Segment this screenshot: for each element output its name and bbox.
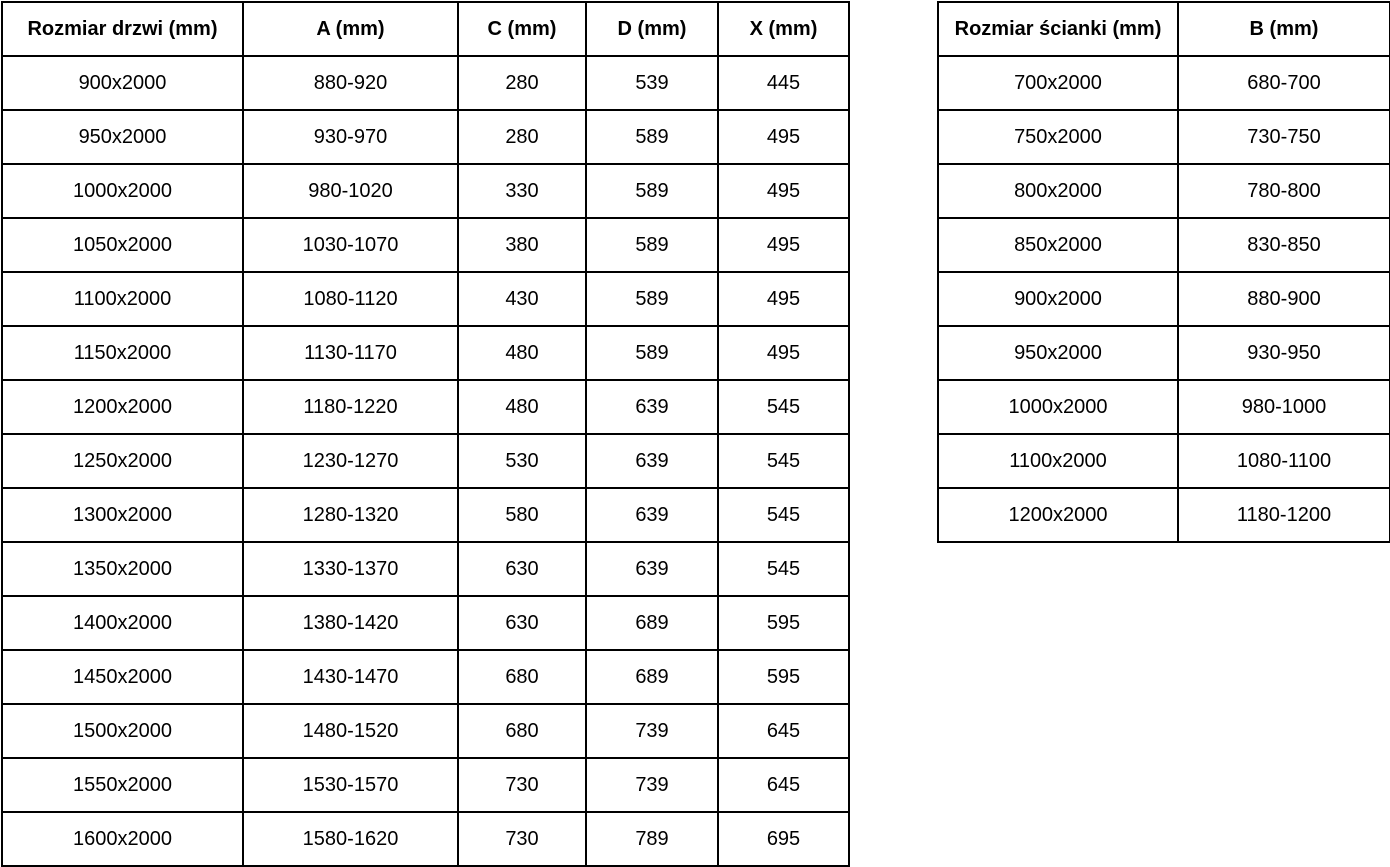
table-cell: 480: [458, 380, 586, 434]
table-cell: 900x2000: [938, 272, 1178, 326]
column-header: Rozmiar drzwi (mm): [2, 2, 243, 56]
table-cell: 280: [458, 56, 586, 110]
table-cell: 495: [718, 218, 849, 272]
table-cell: 480: [458, 326, 586, 380]
table-cell: 1150x2000: [2, 326, 243, 380]
table-row: [2, 218, 849, 272]
table-cell: 695: [718, 812, 849, 866]
table-cell: 639: [586, 488, 718, 542]
table-cell: 1080-1120: [243, 272, 458, 326]
table-row: [938, 218, 1390, 272]
table-cell: 495: [718, 272, 849, 326]
table-cell: 595: [718, 650, 849, 704]
column-header: D (mm): [586, 2, 718, 56]
table-cell: 880-920: [243, 56, 458, 110]
table-cell: 1100x2000: [938, 434, 1178, 488]
table-cell: 689: [586, 650, 718, 704]
table-cell: 545: [718, 542, 849, 596]
table-cell: 980-1000: [1178, 380, 1390, 434]
table-cell: 639: [586, 380, 718, 434]
table-cell: 1580-1620: [243, 812, 458, 866]
table-cell: 789: [586, 812, 718, 866]
table-row: [2, 380, 849, 434]
table-cell: 1430-1470: [243, 650, 458, 704]
table-cell: 1200x2000: [2, 380, 243, 434]
column-header: B (mm): [1178, 2, 1390, 56]
table-cell: 645: [718, 704, 849, 758]
table-cell: 800x2000: [938, 164, 1178, 218]
table-row: [938, 326, 1390, 380]
table-cell: 950x2000: [2, 110, 243, 164]
table-row: [2, 110, 849, 164]
table-row: [2, 596, 849, 650]
table-cell: 589: [586, 326, 718, 380]
table-cell: 900x2000: [2, 56, 243, 110]
table-cell: 589: [586, 110, 718, 164]
table-row: [938, 272, 1390, 326]
table-cell: 1050x2000: [2, 218, 243, 272]
table-cell: 595: [718, 596, 849, 650]
table-cell: 1180-1220: [243, 380, 458, 434]
table-cell: 680: [458, 704, 586, 758]
table-cell: 880-900: [1178, 272, 1390, 326]
table-cell: 545: [718, 434, 849, 488]
table-cell: 1500x2000: [2, 704, 243, 758]
table-cell: 1550x2000: [2, 758, 243, 812]
table-cell: 750x2000: [938, 110, 1178, 164]
table-row: [2, 650, 849, 704]
table-cell: 1080-1100: [1178, 434, 1390, 488]
table-row: [2, 434, 849, 488]
table-row: [2, 326, 849, 380]
door-sizes-table: [1, 1, 850, 867]
table-row: [938, 380, 1390, 434]
table-cell: 700x2000: [938, 56, 1178, 110]
table-cell: 330: [458, 164, 586, 218]
table-row: [2, 488, 849, 542]
table-cell: 1450x2000: [2, 650, 243, 704]
table-cell: 1300x2000: [2, 488, 243, 542]
wall-panel-sizes-header-row: [938, 2, 1390, 56]
table-cell: 380: [458, 218, 586, 272]
table-cell: 1330-1370: [243, 542, 458, 596]
table-cell: 739: [586, 704, 718, 758]
table-cell: 930-950: [1178, 326, 1390, 380]
table-cell: 1200x2000: [938, 488, 1178, 542]
table-cell: 589: [586, 164, 718, 218]
table-cell: 1180-1200: [1178, 488, 1390, 542]
table-cell: 1600x2000: [2, 812, 243, 866]
table-cell: 950x2000: [938, 326, 1178, 380]
table-row: [2, 56, 849, 110]
table-cell: 1530-1570: [243, 758, 458, 812]
table-cell: 739: [586, 758, 718, 812]
table-cell: 1100x2000: [2, 272, 243, 326]
table-row: [2, 272, 849, 326]
table-cell: 495: [718, 326, 849, 380]
table-cell: 830-850: [1178, 218, 1390, 272]
table-cell: 589: [586, 218, 718, 272]
table-row: [2, 812, 849, 866]
table-cell: 495: [718, 164, 849, 218]
table-row: [938, 110, 1390, 164]
table-cell: 730: [458, 758, 586, 812]
table-cell: 1250x2000: [2, 434, 243, 488]
column-header: X (mm): [718, 2, 849, 56]
table-cell: 1000x2000: [2, 164, 243, 218]
table-cell: 1230-1270: [243, 434, 458, 488]
table-row: [938, 434, 1390, 488]
table-cell: 530: [458, 434, 586, 488]
table-cell: 780-800: [1178, 164, 1390, 218]
table-cell: 680-700: [1178, 56, 1390, 110]
table-cell: 850x2000: [938, 218, 1178, 272]
table-cell: 630: [458, 542, 586, 596]
door-sizes-header-row: [2, 2, 849, 56]
table-cell: 545: [718, 488, 849, 542]
table-cell: 539: [586, 56, 718, 110]
table-cell: 689: [586, 596, 718, 650]
table-row: [938, 56, 1390, 110]
table-cell: 930-970: [243, 110, 458, 164]
column-header: C (mm): [458, 2, 586, 56]
table-cell: 580: [458, 488, 586, 542]
table-row: [2, 758, 849, 812]
table-row: [938, 164, 1390, 218]
table-row: [938, 488, 1390, 542]
table-cell: 1350x2000: [2, 542, 243, 596]
table-row: [2, 164, 849, 218]
table-cell: 545: [718, 380, 849, 434]
table-cell: 280: [458, 110, 586, 164]
table-row: [2, 542, 849, 596]
table-cell: 639: [586, 542, 718, 596]
table-cell: 980-1020: [243, 164, 458, 218]
table-cell: 645: [718, 758, 849, 812]
table-cell: 589: [586, 272, 718, 326]
table-cell: 730: [458, 812, 586, 866]
table-cell: 630: [458, 596, 586, 650]
table-cell: 1380-1420: [243, 596, 458, 650]
table-cell: 1130-1170: [243, 326, 458, 380]
table-cell: 495: [718, 110, 849, 164]
table-cell: 1000x2000: [938, 380, 1178, 434]
table-cell: 1480-1520: [243, 704, 458, 758]
table-cell: 1400x2000: [2, 596, 243, 650]
table-cell: 445: [718, 56, 849, 110]
table-cell: 680: [458, 650, 586, 704]
column-header: A (mm): [243, 2, 458, 56]
wall-panel-sizes-table: [937, 1, 1390, 543]
table-cell: 639: [586, 434, 718, 488]
table-cell: 1030-1070: [243, 218, 458, 272]
table-cell: 730-750: [1178, 110, 1390, 164]
table-cell: 1280-1320: [243, 488, 458, 542]
table-row: [2, 704, 849, 758]
table-cell: 430: [458, 272, 586, 326]
column-header: Rozmiar ścianki (mm): [938, 2, 1178, 56]
